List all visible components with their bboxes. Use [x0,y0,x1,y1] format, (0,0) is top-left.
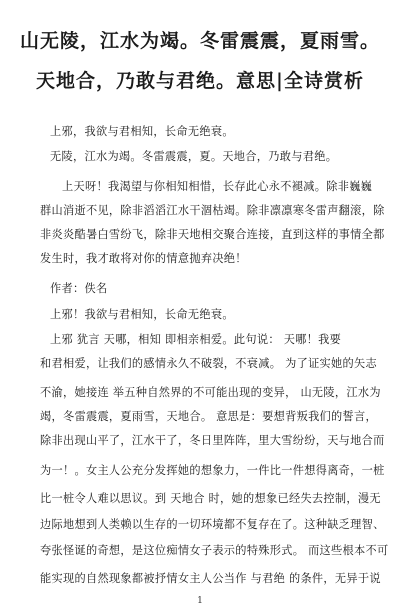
body-line-12: 竭，冬雷震震，夏雨雪，天地合。 意思是：要想背叛我们的誓言， [40,410,377,423]
body-line-11: 不渝，她接连 举五种自然界的不可能出现的变异， 山无陵，江水为 [40,386,381,399]
body-line-5: 非炎炎酷暑白雪纷飞，除非天地相交聚合连接，直到这样的事情全都 [40,228,385,241]
page-number: 1 [197,596,203,606]
body-line-16: 边际地想到人类赖以生存的一切环境都不复存在了。这种缺乏理智、 [40,518,385,531]
body-line-6: 发生时，我才敢将对你的情意抛弃决绝！ [40,252,247,265]
body-line-10: 和君相爱，让我们的感情永久不破裂，不衰减。 为了证实她的矢志 [40,357,377,370]
body-line-9: 上邪 犹言 天哪，相知 即相亲相爱。此句说： 天哪！我要 [50,333,342,346]
page-title-line-1: 山无陵，江水为竭。冬雷震震，夏雨雪。 [19,30,380,52]
body-line-18: 能实现的自然现象都被抒情女主人公当作 与君绝 的条件，无异于说 [40,572,381,585]
body-line-4: 群山消逝不见，除非滔滔江水干涸枯竭。除非凛凛寒冬雷声翻滚，除 [40,204,385,217]
author-line: 作者：佚名 [50,282,108,295]
body-line-3: 上天呀！我渴望与你相知相惜，长存此心永不褪减。除非巍巍 [62,180,373,193]
body-line-15: 比一桩令人难以思议。到 天地合 时，她的想象已经失去控制，漫无 [40,492,381,505]
body-line-13: 除非出现山平了，江水干了，冬日里阵阵，里大雪纷纷，天与地合而 [40,434,385,447]
body-line-2: 无陵，江水为竭。冬雷震震，夏。天地合，乃敢与君绝。 [50,150,338,163]
page-title-line-2: 天地合，乃敢与君绝。意思|全诗赏析 [36,70,364,92]
body-line-17: 夸张怪诞的奇想，是这位痴情女子表示的特殊形式。 而这些根本不可 [40,544,389,557]
body-line-8: 上邪！我欲与君相知，长命无绝衰。 [50,308,234,321]
body-line-1: 上邪，我欲与君相知，长命无绝衰。 [50,125,234,138]
body-line-14: 为一！。女主人公充分发挥她的想象力，一件比一件想得离奇，一桩 [40,464,385,477]
